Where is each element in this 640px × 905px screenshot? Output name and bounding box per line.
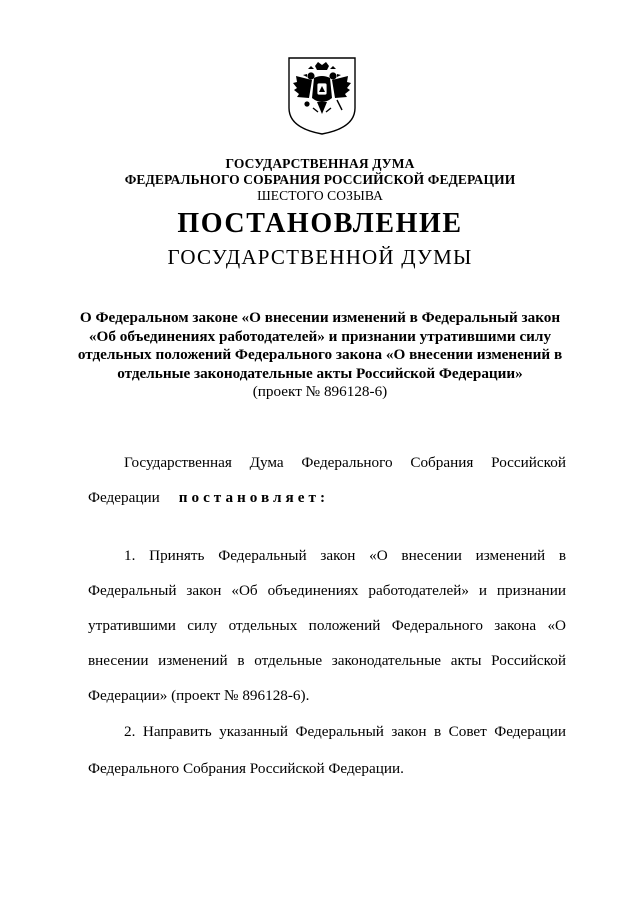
document-type-title: ПОСТАНОВЛЕНИЕ — [177, 208, 463, 239]
item-1-line: внесении изменений в отдельные законодательные акты Российской — [88, 652, 566, 669]
item-2-line: 2. Направить указанный Федеральный закон в Совет Федерации — [124, 723, 566, 740]
org-line-2: ФЕДЕРАЛЬНОГО СОБРАНИЯ РОССИЙСКОЙ ФЕДЕРАЦИИ — [124, 172, 516, 187]
organization-header — [0, 156, 640, 204]
decree-word: постановляет: — [178, 489, 330, 506]
item-1-line: 1. Принять Федеральный закон «О внесении изменений в — [124, 547, 566, 564]
project-reference: (проект № 896128-6) — [252, 383, 388, 400]
item-1-line: утратившими силу отдельных положений Федерального закона «О — [88, 617, 566, 634]
coat-of-arms-emblem — [287, 56, 357, 136]
subject-line: О Федеральном законе «О внесении изменений в Федеральный закон — [79, 309, 561, 326]
subject-line: отдельных положений Федерального закона «О внесении изменений в — [77, 346, 563, 363]
document-subtype-title: ГОСУДАРСТВЕННОЙ ДУМЫ — [167, 245, 473, 269]
preamble-line — [88, 489, 566, 507]
preamble-line: Государственная Дума Федерального Собрания Российской — [124, 454, 566, 471]
org-line-1: ГОСУДАРСТВЕННАЯ ДУМА — [225, 156, 415, 171]
org-line-3: ШЕСТОГО СОЗЫВА — [257, 188, 383, 203]
preamble-line-start: Федерации — [88, 489, 160, 506]
subject-line: отдельные законодательные акты Российской Федерации» — [117, 364, 523, 382]
resolution-subject — [76, 309, 564, 383]
item-2-line: Федерального Собрания Российской Федерации. — [88, 760, 404, 777]
item-1-line: Федеральный закон «Об объединениях работодателей» и признании — [88, 582, 566, 599]
russian-coat-of-arms-icon — [287, 56, 357, 136]
subject-line: «Об объединениях работодателей» и признании утратившими силу — [88, 327, 552, 345]
item-1-line: Федерации» (проект № 896128-6). — [88, 687, 310, 704]
